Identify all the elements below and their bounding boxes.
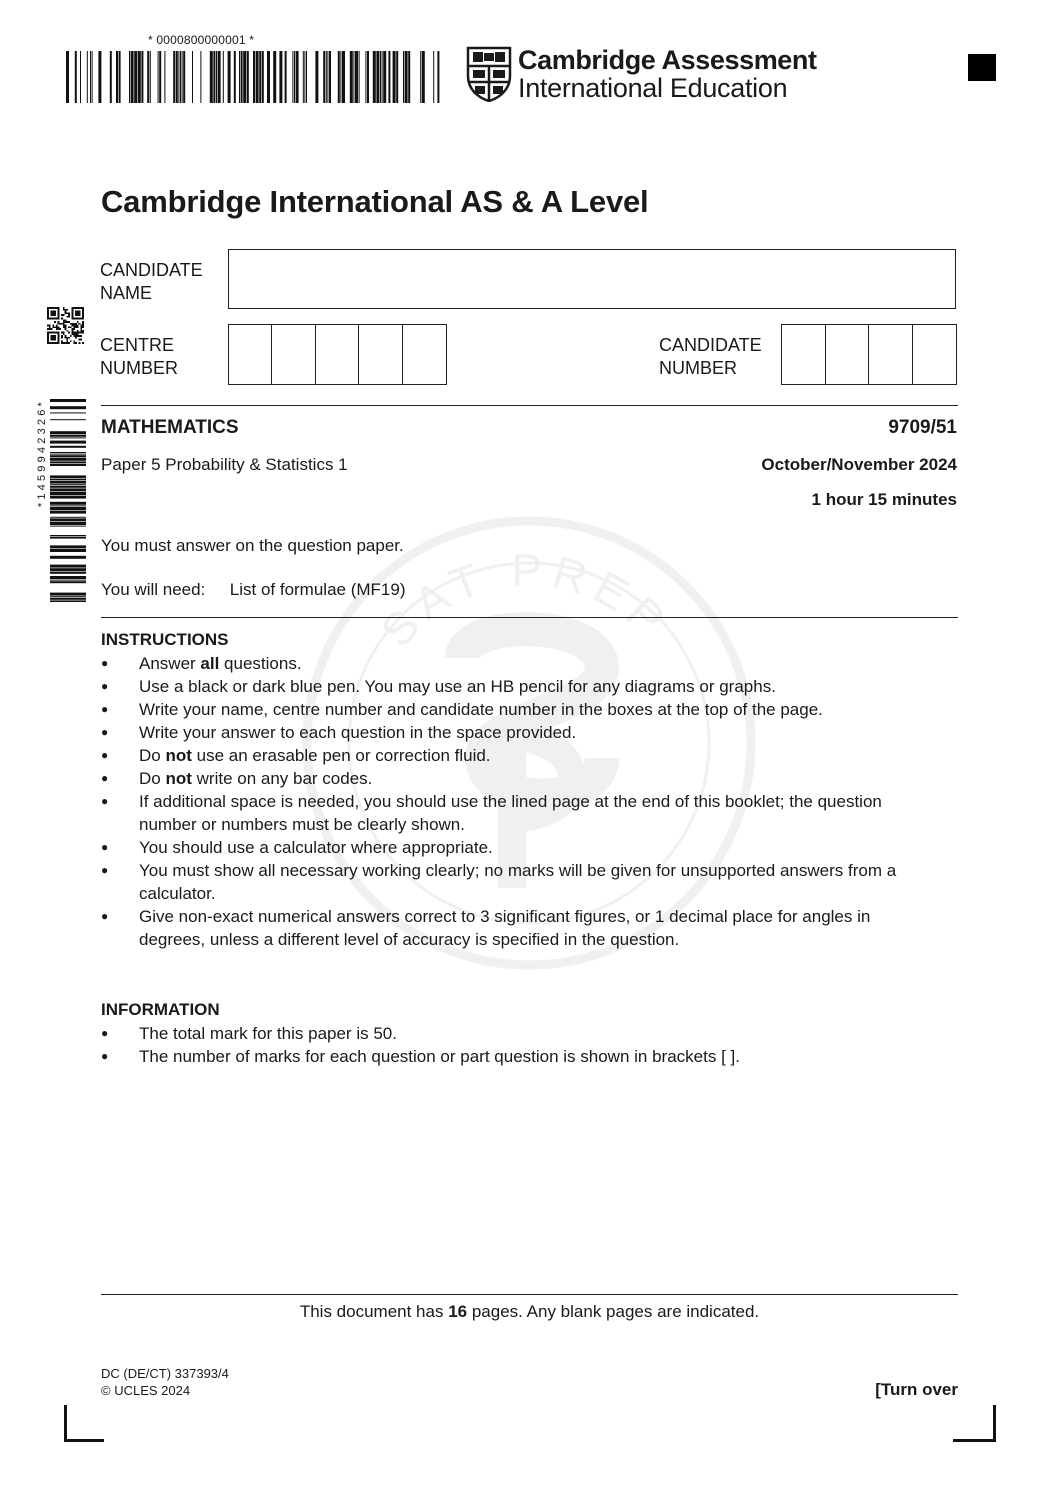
- list-item: [101, 859, 941, 905]
- list-item: [101, 790, 941, 836]
- bullet-icon: ●: [101, 1026, 109, 1040]
- instructions-heading: INSTRUCTIONS: [101, 630, 229, 649]
- centre-number-label: [100, 334, 178, 380]
- list-item-text: use an erasable pen or correction fluid.: [191, 746, 491, 765]
- copyright: © UCLES 2024: [101, 1383, 191, 1398]
- cambridge-shield-icon: [465, 46, 513, 102]
- candidate-number-label-line1: CANDIDATE: [659, 335, 762, 355]
- centre-number-digit[interactable]: [272, 325, 315, 384]
- centre-number-digit[interactable]: [403, 325, 446, 384]
- list-item: [101, 1045, 941, 1068]
- candidate-name-label-line1: CANDIDATE: [100, 260, 203, 280]
- bullet-icon: ●: [101, 656, 109, 670]
- list-item: [101, 721, 941, 744]
- bullet-icon: ●: [101, 863, 109, 877]
- information-list: [101, 1022, 941, 1068]
- watermark-text: SAT PREP: [370, 543, 681, 657]
- page-count-note: [101, 1302, 958, 1322]
- exam-session: October/November 2024: [761, 455, 957, 474]
- needs-line: [101, 580, 406, 600]
- needs-label: You will need:: [101, 580, 206, 599]
- logo-line-1: Cambridge Assessment: [518, 45, 817, 75]
- list-item: [101, 675, 941, 698]
- exam-duration: 1 hour 15 minutes: [811, 490, 957, 509]
- centre-number-label-line1: CENTRE: [100, 335, 175, 355]
- list-item-text: Write your answer to each question in the space provided.: [139, 723, 577, 742]
- list-item-text: Do: [139, 746, 166, 765]
- list-item: [101, 652, 941, 675]
- list-item-text: You must show all necessary working clearly; no marks will be given for unsupported answers from a calculator.: [139, 861, 897, 903]
- registration-mark: [968, 54, 996, 81]
- list-item-text: write on any bar codes.: [191, 769, 373, 788]
- turn-over-note: [Turn over: [875, 1380, 958, 1399]
- qualification-title: Cambridge International AS & A Level: [101, 184, 649, 219]
- paper-code: 9709/51: [888, 417, 957, 438]
- candidate-number-digit[interactable]: [913, 325, 956, 384]
- list-item-text: The total mark for this paper is 50.: [139, 1024, 397, 1043]
- list-item-text: If additional space is needed, you should use the lined page at the end of this booklet; the question number or numbers must be clearly shown.: [139, 792, 882, 834]
- crop-mark-left: [64, 1405, 104, 1442]
- candidate-number-digit[interactable]: [826, 325, 870, 384]
- candidate-name-field[interactable]: [228, 249, 956, 309]
- bullet-icon: ●: [101, 748, 109, 762]
- centre-number-field[interactable]: [228, 324, 447, 385]
- bullet-icon: ●: [101, 771, 109, 785]
- bullet-icon: ●: [101, 909, 109, 923]
- paper-name: Paper 5 Probability & Statistics 1: [101, 455, 348, 474]
- list-item-text: Write your name, centre number and candidate number in the boxes at the top of the page.: [139, 700, 823, 719]
- list-item-text: Use a black or dark blue pen. You may use an HB pencil for any diagrams or graphs.: [139, 677, 776, 696]
- list-item-text: Do: [139, 769, 166, 788]
- candidate-name-label-line2: NAME: [100, 283, 153, 303]
- crop-mark-right: [953, 1405, 996, 1442]
- barcode-id: * 0000800000001 *: [148, 33, 255, 47]
- candidate-number-digit[interactable]: [782, 325, 826, 384]
- list-item: [101, 836, 941, 859]
- list-item-text: Answer: [139, 654, 201, 673]
- page-count-number: 16: [448, 1302, 468, 1321]
- list-item-emphasis: not: [165, 746, 192, 765]
- qr-code: [47, 307, 84, 344]
- centre-number-digit[interactable]: [229, 325, 272, 384]
- instructions-list: [101, 652, 941, 951]
- bullet-icon: ●: [101, 679, 109, 693]
- subject-title: MATHEMATICS: [101, 417, 239, 438]
- candidate-number-digit[interactable]: [869, 325, 913, 384]
- list-item-text: questions.: [219, 654, 302, 673]
- list-item: [101, 905, 941, 951]
- side-barcode-digits: *1459942326*: [36, 399, 48, 508]
- divider: [101, 405, 958, 406]
- list-item: [101, 767, 941, 790]
- list-item-emphasis: not: [165, 769, 192, 788]
- top-barcode: [66, 51, 440, 103]
- bullet-icon: ●: [101, 794, 109, 808]
- document-reference: [101, 1365, 229, 1399]
- list-item: [101, 698, 941, 721]
- divider: [101, 617, 958, 618]
- list-item: [101, 744, 941, 767]
- list-item-emphasis: all: [200, 654, 220, 673]
- bullet-icon: ●: [101, 840, 109, 854]
- logo-line-2: International Education: [518, 73, 788, 103]
- bullet-icon: ●: [101, 1049, 109, 1063]
- list-item-text: The number of marks for each question or part question is shown in brackets [ ].: [139, 1047, 740, 1066]
- list-item: [101, 1022, 941, 1045]
- information-heading: INFORMATION: [101, 1000, 220, 1019]
- answer-note: You must answer on the question paper.: [101, 536, 404, 555]
- bullet-icon: ●: [101, 725, 109, 739]
- centre-number-digit[interactable]: [359, 325, 402, 384]
- candidate-number-label-line2: NUMBER: [659, 358, 738, 378]
- needs-value: List of formulae (MF19): [229, 580, 406, 599]
- cambridge-logo: [518, 46, 817, 102]
- list-item-text: You should use a calculator where appropriate.: [139, 838, 493, 857]
- candidate-number-label: [659, 334, 762, 380]
- list-item-text: Give non-exact numerical answers correct to 3 significant figures, or 1 decimal place for angles in degrees, unless a different level of accuracy is specified in the question.: [139, 907, 871, 949]
- page-count-post: pages. Any blank pages are indicated.: [467, 1302, 760, 1321]
- centre-number-digit[interactable]: [316, 325, 359, 384]
- bullet-icon: ●: [101, 702, 109, 716]
- candidate-name-label: [100, 259, 203, 305]
- page-count-pre: This document has: [299, 1302, 449, 1321]
- footer-divider: [101, 1294, 958, 1295]
- centre-number-label-line2: NUMBER: [100, 358, 179, 378]
- candidate-number-field[interactable]: [781, 324, 957, 385]
- doc-ref-code: DC (DE/CT) 337393/4: [101, 1366, 229, 1381]
